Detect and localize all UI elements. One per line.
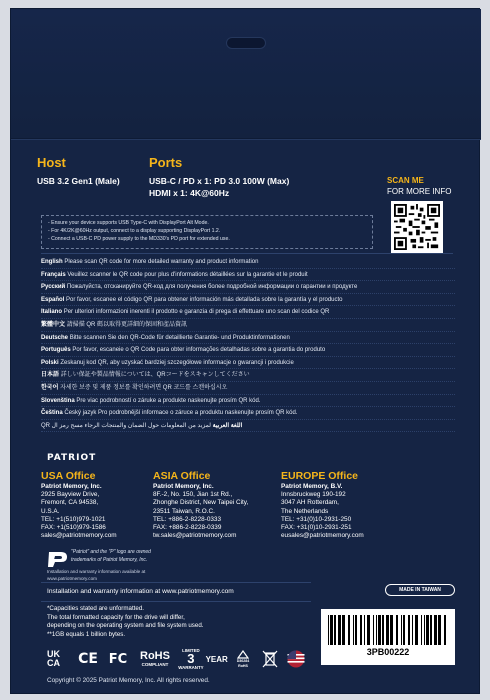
office-asia <box>153 470 248 540</box>
fcc-icon: FC <box>108 651 128 667</box>
barcode-bar <box>334 615 336 645</box>
qr-code[interactable] <box>391 201 443 253</box>
capacity-line: depending on the operating system and file system used. <box>47 622 204 630</box>
lang-label: Русский <box>41 284 66 291</box>
office-line: TEL: +1(510)979-1021 <box>41 515 106 523</box>
office-company: Patriot Memory, Inc. <box>153 483 214 490</box>
barcode-bar <box>348 615 350 645</box>
trademark-line: "Patriot" and the "P" logo are owned <box>71 549 151 555</box>
barcode-bar <box>342 615 345 645</box>
lang-label: English <box>41 259 63 265</box>
office-line: Innsbruckweg 190-192 <box>281 491 346 499</box>
barcode-bar <box>438 615 441 645</box>
install-info: Installation and warranty information at www.patriotmemory.com <box>47 588 234 595</box>
lang-label: Español <box>41 296 65 303</box>
lang-row-spanish <box>41 294 455 307</box>
lang-text: Пожалуйста, отсканируйте QR-код для получения более подробной информации о гарантии и продукте <box>66 284 358 291</box>
small-install-note <box>47 568 145 582</box>
lang-row-japanese <box>41 369 455 382</box>
divider <box>41 601 311 602</box>
note-line: - Ensure your device supports USB Type-C with DisplayPort Alt Mode. <box>48 220 209 226</box>
barcode-bar <box>396 615 398 645</box>
lang-text: Bitte scannen Sie den QR-Code für detaillierte Garantie- und Produktinformationen <box>69 334 290 341</box>
usage-notes <box>41 215 373 249</box>
barcode-bar <box>328 615 329 645</box>
lang-label: اللغة العربية <box>212 422 243 429</box>
barcode-bar <box>401 615 402 645</box>
barcode-label <box>321 609 455 665</box>
warranty-sub: WARRANTY <box>178 665 204 670</box>
patriot-p-logo-icon <box>47 550 69 568</box>
office-company: Patriot Memory, B.V. <box>281 483 343 490</box>
lang-text: Český jazyk Pro podrobnější informace o záruce a produktu naskenujte prosím QR kód. <box>64 410 298 417</box>
barcode-bar <box>444 615 446 645</box>
rohs-tw-sub: RoHS <box>238 663 248 668</box>
small-note-line[interactable]: www.patriotmemory.com <box>47 576 97 581</box>
warranty-year: YEAR <box>205 654 228 664</box>
us-flag-icon <box>285 647 307 671</box>
ports-spec-1: USB-C / PD x 1: PD 3.0 100W (Max) <box>149 176 290 186</box>
lang-row-portuguese <box>41 344 455 357</box>
office-line: U.S.A. <box>41 507 60 515</box>
office-title: EUROPE Office <box>281 470 359 482</box>
lang-text: Zeskanuj kod QR, aby uzyskać bardziej szczegółowe informacje o gwarancji i produkcie <box>60 359 294 366</box>
lang-row-arabic <box>41 420 455 433</box>
barcode-bar <box>434 615 437 645</box>
lang-text: Pre viac podrobností o záruke a produkte naskenujte prosím QR kód. <box>76 397 261 404</box>
lang-row-french <box>41 269 455 282</box>
lang-label: Slovenština <box>41 397 75 404</box>
office-line: TEL: +31(0)10-2931-250 <box>281 515 352 523</box>
barcode-bar <box>376 615 377 645</box>
warranty-icon <box>179 647 227 671</box>
barcode-bar <box>382 615 384 645</box>
barcode-bar <box>373 615 374 645</box>
made-in-badge: MADE IN TAIWAN <box>385 584 455 596</box>
hang-tab <box>11 9 481 139</box>
office-line: 2925 Bayview Drive, <box>41 491 100 499</box>
barcode-bar <box>353 615 354 645</box>
office-line: FAX: +886-2-8228-0339 <box>153 524 222 532</box>
lang-row-polish <box>41 357 455 370</box>
lang-row-german <box>41 332 455 345</box>
lang-label: 日本語 <box>41 372 60 379</box>
crossed-bin-icon <box>262 649 278 669</box>
office-line: The Netherlands <box>281 507 329 515</box>
lang-label: Čeština <box>41 410 63 417</box>
barcode-bar <box>415 615 418 645</box>
lang-row-english <box>41 256 455 269</box>
capacity-line: *Capacities stated are unformatted. <box>47 605 144 612</box>
capacity-line: **1GB equals 1 billion bytes. <box>47 630 126 638</box>
lang-row-russian <box>41 281 455 294</box>
office-title: USA Office <box>41 470 96 482</box>
office-email[interactable]: eusales@patriotmemory.com <box>281 532 364 540</box>
rohs-mark: RoHS <box>140 649 170 662</box>
trademark-line: trademarks of Patriot Memory, Inc. <box>71 556 148 563</box>
warranty-top: LIMITED <box>182 648 200 653</box>
office-title: ASIA Office <box>153 470 211 482</box>
office-line: FAX: +31(0)10-2931-251 <box>281 524 352 532</box>
lang-text: Please scan QR code for more detailed warranty and product information <box>64 259 259 265</box>
divider <box>41 253 453 254</box>
lang-label: 한국어 <box>41 384 59 391</box>
lang-text: 請掃描 QR 碼以取得更詳細的保固和產品資訊 <box>66 321 188 328</box>
office-email[interactable]: sales@patriotmemory.com <box>41 532 117 540</box>
office-company: Patriot Memory, Inc. <box>41 483 102 490</box>
lang-label: Français <box>41 271 66 278</box>
office-line: 3047 AH Rotterdam, <box>281 499 339 507</box>
lang-row-chinese <box>41 319 455 332</box>
trademark-note <box>71 549 151 564</box>
note-line: - For 4K/2K@60Hz output, connect to a display supporting DisplayPort 1.2. <box>48 228 221 234</box>
barcode-number: 3PB00222 <box>366 647 410 657</box>
office-usa <box>41 470 117 540</box>
package-back <box>10 8 480 694</box>
ukca-mark: UK CA <box>47 649 60 668</box>
scan-block <box>387 175 451 197</box>
ukca-icon <box>47 647 71 671</box>
flag-circle-icon <box>287 650 305 668</box>
lang-label: 繁體中文 <box>41 321 66 328</box>
office-line: FAX: +1(510)979-1586 <box>41 524 106 532</box>
flap-divider <box>11 139 481 140</box>
barcode-bar <box>364 615 365 645</box>
language-list <box>41 256 455 432</box>
ce-icon: CE <box>78 651 98 667</box>
ports-title: Ports <box>149 155 183 170</box>
copyright: Copyright © 2025 Patriot Memory, Inc. All rights reserved. <box>47 677 210 684</box>
office-line: 23511 Taiwan, R.O.C. <box>153 507 215 515</box>
barcode-bar <box>424 615 425 645</box>
lang-label: Deutsche <box>41 334 69 341</box>
capacity-notes <box>47 605 204 639</box>
barcode-bar <box>338 615 341 645</box>
barcode-bars <box>328 615 448 645</box>
taiwan-rohs-icon <box>231 647 255 671</box>
warranty-number: 3 <box>187 651 195 666</box>
office-europe <box>281 470 364 540</box>
barcode-bar <box>360 615 362 645</box>
lang-label: Português <box>41 347 71 354</box>
scan-subtitle: FOR MORE INFO <box>387 187 452 196</box>
rohs-tw-code: D36284 <box>236 658 250 663</box>
barcode-bar <box>355 615 357 645</box>
host-title: Host <box>37 155 66 170</box>
divider <box>41 582 311 583</box>
lang-text: Por favor, escanee el código QR para obtener información más detallada sobre la garantía y el producto <box>66 296 343 303</box>
warranty-badge <box>178 648 203 670</box>
barcode-bar <box>386 615 389 645</box>
capacity-line: The total formatted capacity for the drive will differ, <box>47 613 185 621</box>
hang-hole <box>226 37 266 49</box>
lang-row-czech <box>41 407 455 420</box>
barcode-bar <box>430 615 432 645</box>
lang-text: Por favor, escaneie o QR Code para obter informações detalhadas sobre a garantia do produto <box>72 347 326 354</box>
barcode-bar <box>330 615 333 645</box>
lang-text: لمزيد من المعلومات حول الضمان والمنتجات الرجاء مسح رمز ال QR <box>41 422 211 429</box>
lang-text: 자세한 보증 및 제품 정보를 확인하려면 QR 코드를 스캔하십시오 <box>60 384 228 391</box>
certification-row <box>47 647 307 671</box>
office-line: Fremont, CA 94538, <box>41 499 99 507</box>
note-line: - Connect a USB-C PD power supply to the MD330's PD port for extended use. <box>48 236 230 242</box>
rohs-icon <box>135 647 175 671</box>
lang-label: Italiano <box>41 309 63 316</box>
rohs-tw-symbol-icon <box>237 650 249 659</box>
office-line: 8F.-2, No. 150, Jian 1st Rd., <box>153 491 233 499</box>
brand-logo: PATRIOT <box>47 453 97 463</box>
qr-code-graphic <box>394 204 440 250</box>
ports-spec-2: HDMI x 1: 4K@60Hz <box>149 188 230 198</box>
lang-row-italian <box>41 306 455 319</box>
barcode-bar <box>412 615 413 645</box>
lang-text: 詳しい保証や製品情報については、QRコードをスキャンしてください <box>60 372 250 379</box>
barcode-bar <box>426 615 429 645</box>
office-email[interactable]: tw.sales@patriotmemory.com <box>153 532 237 540</box>
small-note-line: Installation and warranty information available at <box>47 569 146 574</box>
lang-text: Veuillez scanner le QR code pour plus d'informations détaillées sur la garantie et le produit <box>67 271 308 278</box>
barcode-bar <box>403 615 405 645</box>
lang-text: Per ulteriori informazioni inerenti il prodotto e garanzia di prega di effettuare uno scan del codice QR <box>63 309 330 316</box>
barcode-bar <box>421 615 422 645</box>
rohs-sub: COMPLIANT <box>141 661 169 667</box>
host-spec: USB 3.2 Gen1 (Male) <box>37 176 120 186</box>
office-line: TEL: +886-2-8228-0333 <box>153 515 222 523</box>
barcode-bar <box>367 615 370 645</box>
barcode-bar <box>390 615 393 645</box>
office-line: Zhonghe District, New Taipei City, <box>153 499 249 507</box>
lang-row-slovak <box>41 395 455 408</box>
scan-title: SCAN ME <box>387 176 424 185</box>
lang-row-korean <box>41 382 455 395</box>
barcode-bar <box>378 615 381 645</box>
weee-bin-icon <box>259 647 281 671</box>
barcode-bar <box>408 615 410 645</box>
lang-label: Polski <box>41 359 59 366</box>
